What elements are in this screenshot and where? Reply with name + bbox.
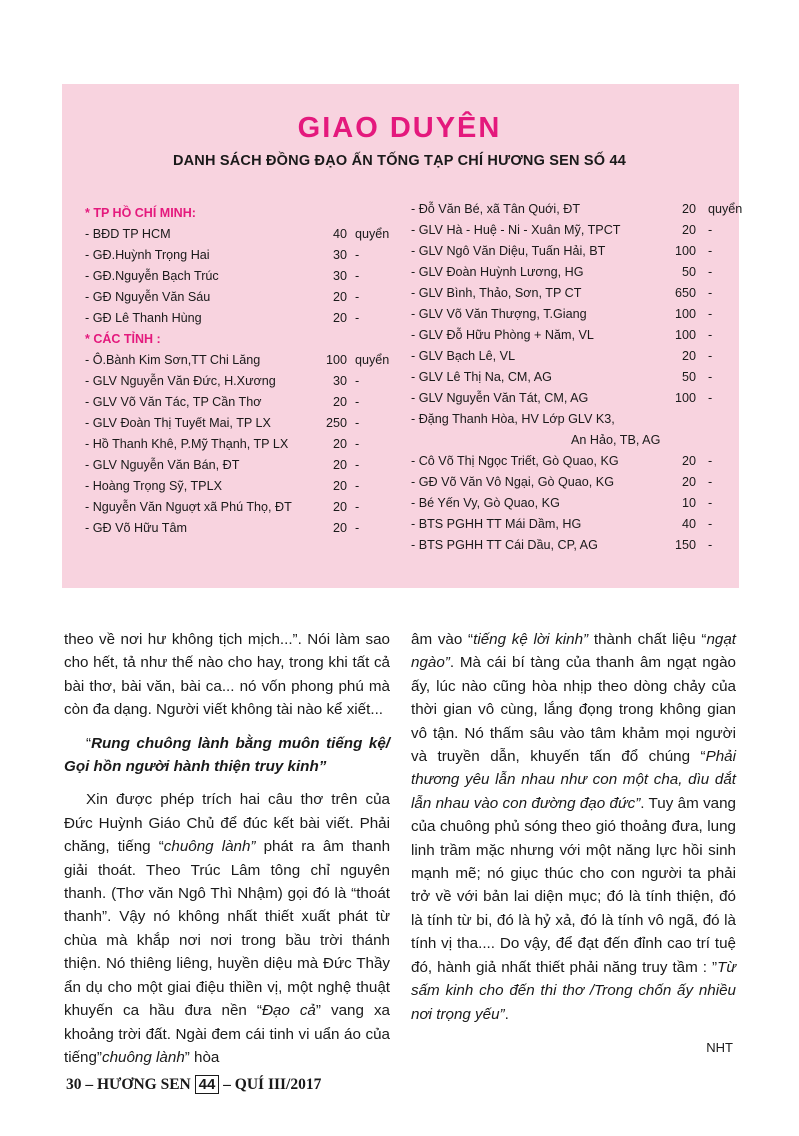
donor-quantity: 50 xyxy=(681,370,696,384)
donor-name: - GLV Võ Văn Tác, TP Cần Thơ xyxy=(85,395,262,409)
list-item xyxy=(411,199,743,220)
donor-name: - GLV Ngô Văn Diệu, Tuấn Hải, BT xyxy=(411,244,606,258)
list-item xyxy=(411,451,736,472)
list-item xyxy=(85,518,390,539)
donor-name: - Cô Võ Thị Ngọc Triết, Gò Quao, KG xyxy=(411,454,619,468)
list-section-heading xyxy=(85,203,390,224)
list-item xyxy=(411,514,736,535)
list-item xyxy=(411,346,736,367)
quantity-unit: - xyxy=(708,349,713,363)
magazine-name: – HƯƠNG SEN xyxy=(85,1076,191,1093)
list-item xyxy=(411,325,736,346)
donor-name: - Bé Yến Vy, Gò Quao, KG xyxy=(411,496,560,510)
donor-name: - GLV Nguyễn Văn Bán, ĐT xyxy=(85,458,240,472)
donor-name: - GĐ Võ Hữu Tâm xyxy=(85,521,187,535)
quantity-unit: quyển xyxy=(708,202,743,216)
donor-quantity: 20 xyxy=(681,475,696,489)
list-item xyxy=(411,535,736,556)
list-item xyxy=(85,476,390,497)
donor-quantity: 100 xyxy=(674,244,696,258)
quantity-unit: - xyxy=(355,269,360,283)
donor-name: - Ô.Bành Kim Sơn,TT Chi Lăng xyxy=(85,353,261,367)
donor-quantity: 20 xyxy=(332,311,347,325)
donor-name: - Hồ Thanh Khê, P.Mỹ Thạnh, TP LX xyxy=(85,437,289,451)
donor-name: - GLV Đoàn Huỳnh Lương, HG xyxy=(411,265,584,279)
article-paragraph: Xin được phép trích hai câu thơ trên của Đức Huỳnh Giáo Chủ để đúc kết bài viết. Phải chăng, tiếng “chuông lành” phát ra âm thanh giải thoát. Theo Trúc Lâm tông chỉ nguyên thanh. (Thơ văn Ngô Thì Nhậm) gọi đó là “thoát thanh”. Vậy nó không nhất thiết xuất phát từ chùa mà khắp nơi nơi trong bầu trời thánh thiện. Nó thiêng liêng, huyền diệu mà Đức Thầy ẩn dụ cho một giai điệu thiền vị, một nghệ thuật khuyến ca hầu đưa nền “Đạo cả” vang xa khoảng trời đất. Ngài đem cái tinh vi uẩn áo của tiếng”chuông lành” hòa xyxy=(64,791,391,1066)
issue-number-box: 44 xyxy=(195,1075,220,1094)
quantity-unit: quyển xyxy=(355,353,390,367)
quantity-unit: - xyxy=(708,517,713,531)
list-item xyxy=(85,371,390,392)
donor-quantity: 20 xyxy=(332,437,347,451)
quantity-unit: - xyxy=(355,374,360,388)
donor-quantity: 100 xyxy=(325,353,347,367)
list-section-heading xyxy=(85,329,390,350)
issue-period: – QUÍ III/2017 xyxy=(223,1076,322,1093)
article-column-left xyxy=(64,628,390,1069)
donor-quantity: 40 xyxy=(681,517,696,531)
list-item xyxy=(85,308,390,329)
quantity-unit: - xyxy=(708,391,713,405)
donor-quantity: 20 xyxy=(332,521,347,535)
donor-list-left xyxy=(85,203,390,539)
donor-quantity: 30 xyxy=(332,269,347,283)
donor-quantity: 20 xyxy=(332,458,347,472)
donor-quantity: 40 xyxy=(332,227,347,241)
donor-quantity: 10 xyxy=(681,496,696,510)
quantity-unit: quyển xyxy=(355,227,390,241)
section-subtitle: DANH SÁCH ĐỒNG ĐẠO ẤN TỐNG TẠP CHÍ HƯƠNG SEN SỐ 44 xyxy=(172,153,627,169)
donor-quantity: 650 xyxy=(674,286,696,300)
donor-name: - GLV Lê Thị Na, CM, AG xyxy=(411,370,552,384)
quantity-unit: - xyxy=(708,223,713,237)
donor-name: - BTS PGHH TT Mái Dầm, HG xyxy=(411,517,582,531)
article-column-right xyxy=(411,628,736,1026)
quantity-unit: - xyxy=(708,265,713,279)
donor-quantity: 50 xyxy=(681,265,696,279)
quantity-unit: - xyxy=(355,416,360,430)
quantity-unit: - xyxy=(708,244,713,258)
quantity-unit: - xyxy=(708,328,713,342)
quantity-unit: - xyxy=(355,395,360,409)
donor-name: - GLV Nguyễn Văn Đức, H.Xương xyxy=(85,374,276,388)
list-item xyxy=(411,472,736,493)
donor-name: - GLV Võ Văn Thượng, T.Giang xyxy=(411,307,587,321)
donor-name: - GLV Đỗ Hữu Phòng + Năm, VL xyxy=(411,328,594,342)
list-item xyxy=(411,409,736,430)
donor-quantity: 30 xyxy=(332,248,347,262)
quantity-unit: - xyxy=(355,458,360,472)
donor-name: - BĐD TP HCM xyxy=(85,227,171,241)
donor-quantity: 100 xyxy=(674,391,696,405)
donor-name: - Đỗ Văn Bé, xã Tân Quới, ĐT xyxy=(411,202,581,216)
quantity-unit: - xyxy=(355,521,360,535)
list-item xyxy=(85,224,390,245)
quantity-unit: - xyxy=(355,479,360,493)
list-item-continuation xyxy=(411,430,736,451)
donor-name: - GLV Nguyễn Văn Tát, CM, AG xyxy=(411,391,589,405)
list-item xyxy=(411,241,736,262)
list-item xyxy=(411,493,736,514)
donor-name: - GĐ Võ Văn Vô Ngại, Gò Quao, KG xyxy=(411,475,614,489)
list-item xyxy=(411,220,736,241)
quantity-unit: - xyxy=(708,286,713,300)
donor-name: - GLV Đoàn Thị Tuyết Mai, TP LX xyxy=(85,416,271,430)
quantity-unit: - xyxy=(355,311,360,325)
donor-quantity: 20 xyxy=(681,454,696,468)
list-item xyxy=(85,245,390,266)
donor-name: - BTS PGHH TT Cái Dầu, CP, AG xyxy=(411,538,598,552)
list-item xyxy=(85,413,390,434)
donor-name: - GLV Bạch Lê, VL xyxy=(411,349,516,363)
donor-quantity: 150 xyxy=(674,538,696,552)
donor-name: - GLV Hà - Huệ - Ni - Xuân Mỹ, TPCT xyxy=(411,223,621,237)
donor-name: - Hoàng Trọng Sỹ, TPLX xyxy=(85,479,222,493)
donor-address-continued: An Hảo, TB, AG xyxy=(571,433,661,447)
list-item xyxy=(85,434,390,455)
quantity-unit: - xyxy=(355,290,360,304)
list-item xyxy=(85,266,390,287)
quantity-unit: - xyxy=(708,496,713,510)
quantity-unit: - xyxy=(355,500,360,514)
quantity-unit: - xyxy=(708,307,713,321)
donor-quantity: 20 xyxy=(332,479,347,493)
donor-quantity: 20 xyxy=(681,349,696,363)
donor-name: - GĐ Nguyễn Văn Sáu xyxy=(85,290,211,304)
list-item xyxy=(85,497,390,518)
donor-quantity: 20 xyxy=(681,202,696,216)
article-quote: “Rung chuông lành bằng muôn tiếng kệ/ Gọi hồn người hành thiện truy kinh” xyxy=(64,734,390,776)
quantity-unit: - xyxy=(708,538,713,552)
list-item xyxy=(85,455,390,476)
donor-name: - Nguyễn Văn Nguợt xã Phú Thọ, ĐT xyxy=(85,500,292,514)
donor-quantity: 100 xyxy=(674,307,696,321)
donor-quantity: 20 xyxy=(332,395,347,409)
quantity-unit: - xyxy=(355,437,360,451)
quantity-unit: - xyxy=(708,475,713,489)
donor-quantity: 20 xyxy=(332,500,347,514)
donor-name: - Đặng Thanh Hòa, HV Lớp GLV K3, xyxy=(411,412,615,426)
list-item xyxy=(411,367,736,388)
donor-quantity: 100 xyxy=(674,328,696,342)
page-number: 30 xyxy=(66,1076,82,1093)
list-item xyxy=(411,388,736,409)
list-item xyxy=(85,350,390,371)
quantity-unit: - xyxy=(708,454,713,468)
section-heading-text: * CÁC TỈNH : xyxy=(85,332,161,346)
donor-quantity: 20 xyxy=(332,290,347,304)
donor-name: - GĐ.Huỳnh Trọng Hai xyxy=(85,248,210,262)
donor-quantity: 20 xyxy=(681,223,696,237)
quantity-unit: - xyxy=(708,370,713,384)
donor-name: - GĐ.Nguyễn Bạch Trúc xyxy=(85,269,219,283)
quantity-unit: - xyxy=(355,248,360,262)
donor-quantity: 30 xyxy=(332,374,347,388)
section-title: GIAO DUYÊN xyxy=(297,112,502,144)
list-item xyxy=(411,304,736,325)
page-footer xyxy=(66,1075,321,1094)
list-item xyxy=(85,287,390,308)
author-signature: NHT xyxy=(706,1040,733,1055)
section-heading-text: * TP HỒ CHÍ MINH: xyxy=(85,206,196,220)
donor-list-right xyxy=(411,199,743,556)
list-item xyxy=(411,283,736,304)
donor-name: - GĐ Lê Thanh Hùng xyxy=(85,311,202,325)
article-paragraph: theo về nơi hư không tịch mịch...”. Nói làm sao cho hết, tả như thế nào cho hay, trong khi tất cả bài thơ, bài văn, bài ca... nó vốn phong phú mà còn đa dạng. Người viết không tài nào kể xiết... xyxy=(64,631,390,719)
article-paragraph: âm vào “tiếng kệ lời kinh” thành chất liệu “ngạt ngào”. Mà cái bí tàng của thanh âm ngạt ngào ấy, lúc nào cũng hòa nhịp theo dòng chảy của thời gian vô cùng, lắng đọng trong không gian vô tận. Nó thấm sâu vào tâm khảm mọi người và truyền dẫn, khuyến tấn đổ chúng “Phải thương yêu lẫn nhau như con một cha, dìu dắt lẫn nhau vào con đường đạo đức”. Tuy âm vang của chuông phủ sóng theo gió thoảng đưa, lung linh trầm mặc nhưng với một năng lực hồi sinh mạnh mẽ; nó giục thúc cho con người ta phải trở về với bản lai diện mục; đó là tính thiện, đó là tính từ bi, đó là hỷ xả, đó là tính vô ngã, đó là tính vị tha.... Do vậy, để đạt đến đỉnh cao trí tuệ đó, hành giả nhất thiết phải năng truy tầm : ”Từ sấm kinh cho đến thi thơ /Trong chốn ấy nhiều nơi trọng yếu”. xyxy=(411,631,737,1023)
donor-quantity: 250 xyxy=(325,416,347,430)
donor-name: - GLV Bình, Thảo, Sơn, TP CT xyxy=(411,286,582,300)
list-item xyxy=(85,392,390,413)
list-item xyxy=(411,262,736,283)
